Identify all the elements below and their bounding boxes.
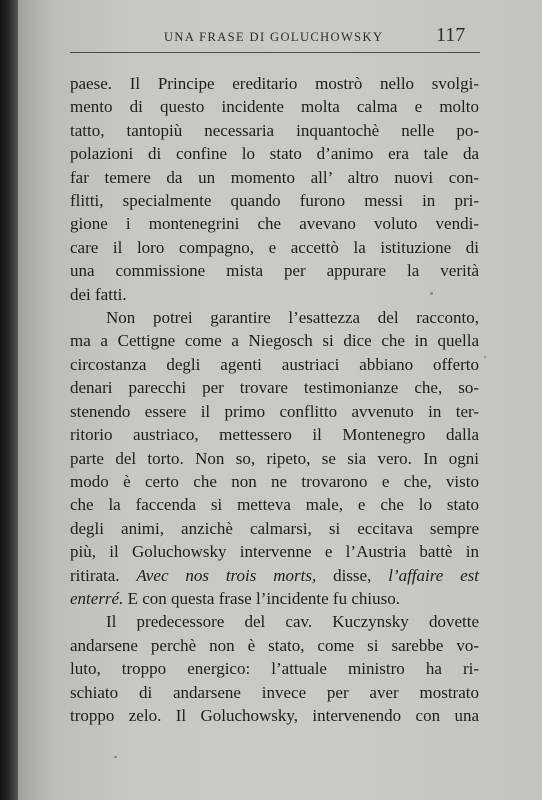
- text-line: più, il Goluchowsky intervenne e l’Austria battè in: [70, 542, 479, 562]
- paper-speck: [430, 292, 433, 295]
- text-line: ritorio austriaco, mettessero il Montenegro dalla: [70, 425, 479, 445]
- text-line: andarsene perchè non è stato, come si sarebbe vo-: [70, 635, 479, 655]
- french-quote: Avec nos trois morts,: [136, 565, 317, 585]
- text-line: polazioni di confine lo stato d’animo era tale da: [70, 144, 479, 164]
- running-head: UNA FRASE DI GOLUCHOWSKY: [164, 30, 384, 44]
- french-quote: enterré.: [70, 588, 124, 608]
- text-line: paese. Il Principe ereditario mostrò nello svolgi-: [70, 74, 479, 93]
- page-number: 117: [436, 24, 466, 46]
- text-line: circostanza degli agenti austriaci abbiano offerto: [70, 354, 479, 374]
- text-line: troppo zelo. Il Goluchowsky, intervenendo con una: [70, 705, 479, 725]
- text-line: mento di questo incidente molta calma e molto: [70, 97, 479, 117]
- paper-speck: [484, 356, 486, 358]
- paper-speck: [114, 756, 117, 758]
- header-rule: [70, 52, 480, 53]
- text-line: una commissione mista per appurare la verità: [70, 261, 479, 281]
- text-line-paragraph-start: Non potrei garantire l’esattezza del racconto,: [106, 308, 479, 328]
- text-line: care il loro compagno, e accettò la istituzione di: [70, 237, 479, 257]
- book-page: [18, 0, 542, 800]
- french-quote: l’affaire est: [388, 565, 480, 585]
- text-line: modo è certo che non ne trovarono e che, visto: [70, 471, 479, 491]
- text-line: ma a Cettigne come a Niegosch si dice che in quella: [70, 331, 479, 351]
- text-line: stenendo essere il primo conflitto avvenuto in ter-: [70, 401, 479, 421]
- text-line: denari parecchi per trovare testimonianze che, so-: [70, 378, 479, 398]
- text-line: degli animi, anzichè calmarsi, si eccitava sempre: [70, 518, 479, 538]
- text-line-with-french-quote: ritirata. Avec nos trois morts, disse, l’affaire est: [70, 565, 480, 585]
- text-line: far temere da un momento all’ altro nuovi con-: [70, 167, 479, 187]
- text-line: parte del torto. Non so, ripeto, se sia vero. In ogni: [70, 448, 479, 468]
- text-line: tatto, tantopiù necessaria inquantochè nelle po-: [70, 120, 479, 140]
- text-line-paragraph-start: Il predecessore del cav. Kuczynsky dovette: [106, 612, 479, 632]
- text-line: gione i montenegrini che avevano voluto vendi-: [70, 214, 479, 234]
- text-line: flitti, specialmente quando furono messi in pri-: [70, 191, 479, 211]
- text-line-paragraph-end: enterré. E con questa frase l’incidente fu chiuso.: [70, 588, 400, 608]
- text-line: schiato di andarsene invece per aver mostrato: [70, 682, 479, 702]
- body-text: [70, 72, 479, 727]
- text-line: che la faccenda si metteva male, e che lo stato: [70, 495, 479, 515]
- text-line-paragraph-end: dei fatti.: [70, 284, 127, 304]
- page-header: [18, 24, 542, 50]
- text-line: luto, troppo energico: l’attuale ministro ha ri-: [70, 659, 479, 679]
